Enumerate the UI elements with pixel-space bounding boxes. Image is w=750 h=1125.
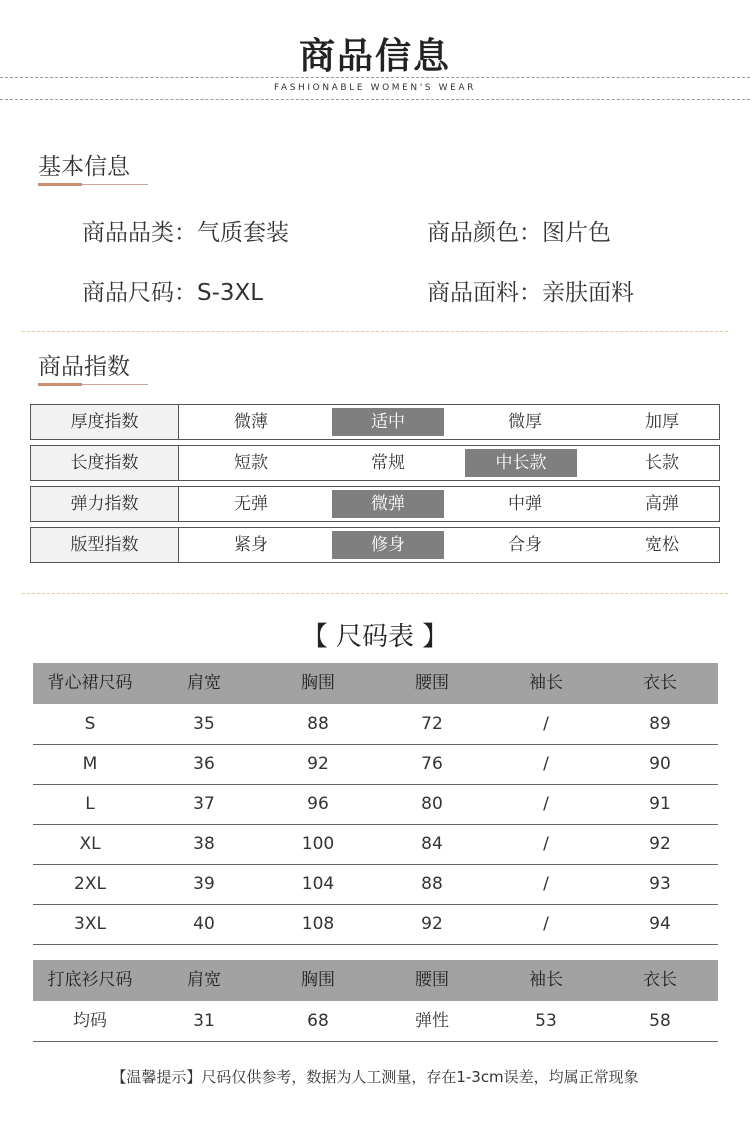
table-cell: 72 xyxy=(421,714,443,734)
section-separator xyxy=(22,331,728,332)
table-row xyxy=(33,784,718,825)
table-row xyxy=(33,1001,718,1042)
table-cell: 92 xyxy=(307,754,329,774)
table-cell: 88 xyxy=(421,874,443,894)
index-label-fit: 版型指数 xyxy=(31,528,179,562)
table-cell: 104 xyxy=(301,874,335,894)
index-row-fit xyxy=(30,527,720,563)
info-fabric-label: 商品面料： xyxy=(427,280,542,306)
index-option: 短款 xyxy=(234,453,268,473)
header-cell: 背心裙尺码 xyxy=(47,673,133,693)
header-cell: 胸围 xyxy=(301,673,335,693)
table-cell: 68 xyxy=(307,1011,329,1031)
index-label-elasticity: 弹力指数 xyxy=(31,487,179,521)
table-cell: 2XL xyxy=(74,874,106,894)
basic-info-accent xyxy=(38,183,82,186)
table-cell: 58 xyxy=(649,1011,671,1031)
table-cell: 3XL xyxy=(74,914,106,934)
index-option: 长款 xyxy=(645,453,679,473)
table-cell: 108 xyxy=(301,914,335,934)
table-cell: 31 xyxy=(193,1011,215,1031)
info-size-label: 商品尺码： xyxy=(82,280,197,306)
table-cell: 92 xyxy=(421,914,443,934)
table-cell: 36 xyxy=(193,754,215,774)
table-cell: / xyxy=(543,834,549,854)
table-cell: 96 xyxy=(307,794,329,814)
table-cell: 91 xyxy=(649,794,671,814)
table-cell: 39 xyxy=(193,874,215,894)
index-heading: 商品指数 xyxy=(38,354,130,380)
table-cell: 38 xyxy=(193,834,215,854)
header-divider-bottom xyxy=(0,99,750,100)
table-cell: L xyxy=(85,794,95,814)
header-cell: 袖长 xyxy=(529,970,563,990)
info-category-label: 商品品类： xyxy=(82,220,197,246)
table-cell: 93 xyxy=(649,874,671,894)
size-note: 【温馨提示】尺码仅供参考，数据为人工测量，存在1-3cm误差，均属正常现象 xyxy=(111,1068,639,1086)
table-cell: S xyxy=(84,714,96,734)
header-divider-top xyxy=(0,77,750,78)
index-option: 高弹 xyxy=(645,494,679,514)
page-title: 商品信息 xyxy=(298,35,451,77)
header-cell: 打底衫尺码 xyxy=(47,970,133,990)
header-cell: 衣长 xyxy=(643,970,677,990)
index-row-length xyxy=(30,445,720,481)
index-option: 宽松 xyxy=(645,535,679,555)
index-row-elasticity xyxy=(30,486,720,522)
index-option: 常规 xyxy=(371,453,405,473)
index-label-thickness: 厚度指数 xyxy=(31,405,179,439)
table-cell: / xyxy=(543,914,549,934)
table-cell: 35 xyxy=(193,714,215,734)
table-row xyxy=(33,824,718,865)
info-color-label: 商品颜色： xyxy=(427,220,542,246)
index-option-selected: 修身 xyxy=(332,531,444,559)
index-label-length: 长度指数 xyxy=(31,446,179,480)
table-cell: 80 xyxy=(421,794,443,814)
table-cell: M xyxy=(82,754,98,774)
header-cell: 胸围 xyxy=(301,970,335,990)
table-cell: 100 xyxy=(301,834,335,854)
table-cell: 40 xyxy=(193,914,215,934)
index-option: 微薄 xyxy=(234,412,268,432)
info-size xyxy=(82,274,263,307)
header-cell: 腰围 xyxy=(415,673,449,693)
header-cell: 衣长 xyxy=(643,673,677,693)
index-option: 紧身 xyxy=(234,535,268,555)
table-cell: 76 xyxy=(421,754,443,774)
info-category-value: 气质套装 xyxy=(197,220,289,246)
index-option-selected: 中长款 xyxy=(465,449,577,477)
info-color xyxy=(427,214,611,247)
header-cell: 袖长 xyxy=(529,673,563,693)
index-option: 微厚 xyxy=(508,412,542,432)
table-row xyxy=(33,704,718,745)
info-fabric xyxy=(427,274,634,307)
basic-info-heading: 基本信息 xyxy=(38,154,130,180)
size-chart-title: 【 尺码表 】 xyxy=(301,622,449,652)
size-table-header xyxy=(33,663,718,704)
table-cell: 90 xyxy=(649,754,671,774)
index-option: 中弹 xyxy=(508,494,542,514)
section-separator xyxy=(22,593,728,594)
table-cell: 弹性 xyxy=(415,1011,449,1031)
table-cell: XL xyxy=(79,834,101,854)
table-cell: 84 xyxy=(421,834,443,854)
info-category xyxy=(82,214,289,247)
table-row xyxy=(33,904,718,945)
table-cell: 94 xyxy=(649,914,671,934)
table-cell: 均码 xyxy=(73,1011,107,1031)
table-cell: 88 xyxy=(307,714,329,734)
size-table-header xyxy=(33,960,718,1001)
table-row xyxy=(33,864,718,905)
header-cell: 肩宽 xyxy=(187,970,221,990)
table-cell: 53 xyxy=(535,1011,557,1031)
index-option: 合身 xyxy=(508,535,542,555)
table-cell: 37 xyxy=(193,794,215,814)
table-cell: / xyxy=(543,794,549,814)
index-option: 加厚 xyxy=(645,412,679,432)
table-cell: / xyxy=(543,714,549,734)
info-size-value: S-3XL xyxy=(197,280,264,306)
table-cell: 92 xyxy=(649,834,671,854)
table-cell: / xyxy=(543,874,549,894)
info-color-value: 图片色 xyxy=(542,220,611,246)
table-row xyxy=(33,744,718,785)
page-subtitle: FASHIONABLE WOMEN'S WEAR xyxy=(274,83,476,93)
table-cell: / xyxy=(543,754,549,774)
index-accent xyxy=(38,383,82,386)
index-row-thickness xyxy=(30,404,720,440)
header-cell: 腰围 xyxy=(415,970,449,990)
index-option-selected: 适中 xyxy=(332,408,444,436)
table-cell: 89 xyxy=(649,714,671,734)
index-option: 无弹 xyxy=(234,494,268,514)
header-cell: 肩宽 xyxy=(187,673,221,693)
index-option-selected: 微弹 xyxy=(332,490,444,518)
info-fabric-value: 亲肤面料 xyxy=(542,280,634,306)
